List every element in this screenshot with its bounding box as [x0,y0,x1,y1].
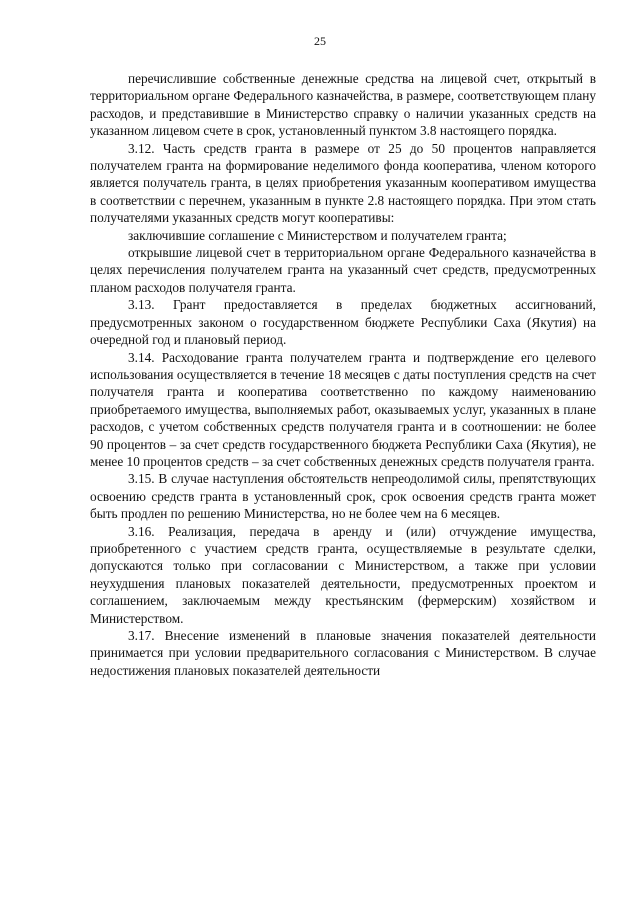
paragraph-3-12-item-1: заключившие соглашение с Министерством и получателем гранта; [128,227,507,243]
paragraph-3-12: 3.12. Часть средств гранта в размере от 25 до 50 процентов направляется получателем гранта на формирование неделимого фонда кооператива, членом которого является получатель гранта, в целях приобретения указанным кооперативом имущества в соответствии с перечнем, указанным в пункте 2.8 настоящего порядка. При этом стать получателями указанных средств могут кооперативы: [90,140,596,226]
paragraph-continuation: перечислившие собственные денежные средства на лицевой счет, открытый в территориальном органе Федерального казначейства, в размере, соответствующем плану расходов, и представившие в Министерство справку о наличии указанных средств на указанном лицевом счете в срок, установленный пунктом 3.8 настоящего порядка. [90,71,596,139]
paragraph-3-15: 3.15. В случае наступления обстоятельств непреодолимой силы, препятствующих освоению средств гранта в установленный срок, срок освоения средств гранта может быть продлен по решению Министерства, но не более чем на 6 месяцев. [90,471,596,522]
page-number: 25 [314,34,326,48]
document-body [90,70,596,679]
paragraph-3-14: 3.14. Расходование гранта получателем гранта и подтверждение его целевого использования осуществляется в течение 18 месяцев с даты поступления средств на счет получателя гранта и кооператива соответственно по каждому наименованию приобретаемого имущества, выполняемых работ, оказываемых услуг, указанных в плане расходов, с учетом собственных средств получателя гранта и в соотношении: не более 90 процентов – за счет средств государственного бюджета Республики Саха (Якутия), не менее 10 процентов средств – за счет собственных денежных средств получателя гранта. [90,349,596,469]
paragraph-3-17: 3.17. Внесение изменений в плановые значения показателей деятельности принимается при условии предварительного согласования с Министерством. В случае недостижения плановых показателей деятельности [90,628,596,678]
paragraph-3-12-item-2: открывшие лицевой счет в территориальном органе Федерального казначейства в целях перечисления получателем гранта на указанный счет средств, предусмотренных планом расходов получателя гранта. [90,245,596,295]
paragraph-3-13: 3.13. Грант предоставляется в пределах бюджетных ассигнований, предусмотренных законом о государственном бюджете Республики Саха (Якутия) на очередной год и плановый период. [90,297,596,348]
paragraph-3-16: 3.16. Реализация, передача в аренду и (или) отчуждение имущества, приобретенного с участием средств гранта, осуществляемые в результате сделки, допускаются только при согласовании с Министерством, а также при условии неухудшения плановых показателей деятельности, предусмотренных проектом и соглашением, заключаемым между крестьянским (фермерским) хозяйством и Министерством. [90,523,596,626]
